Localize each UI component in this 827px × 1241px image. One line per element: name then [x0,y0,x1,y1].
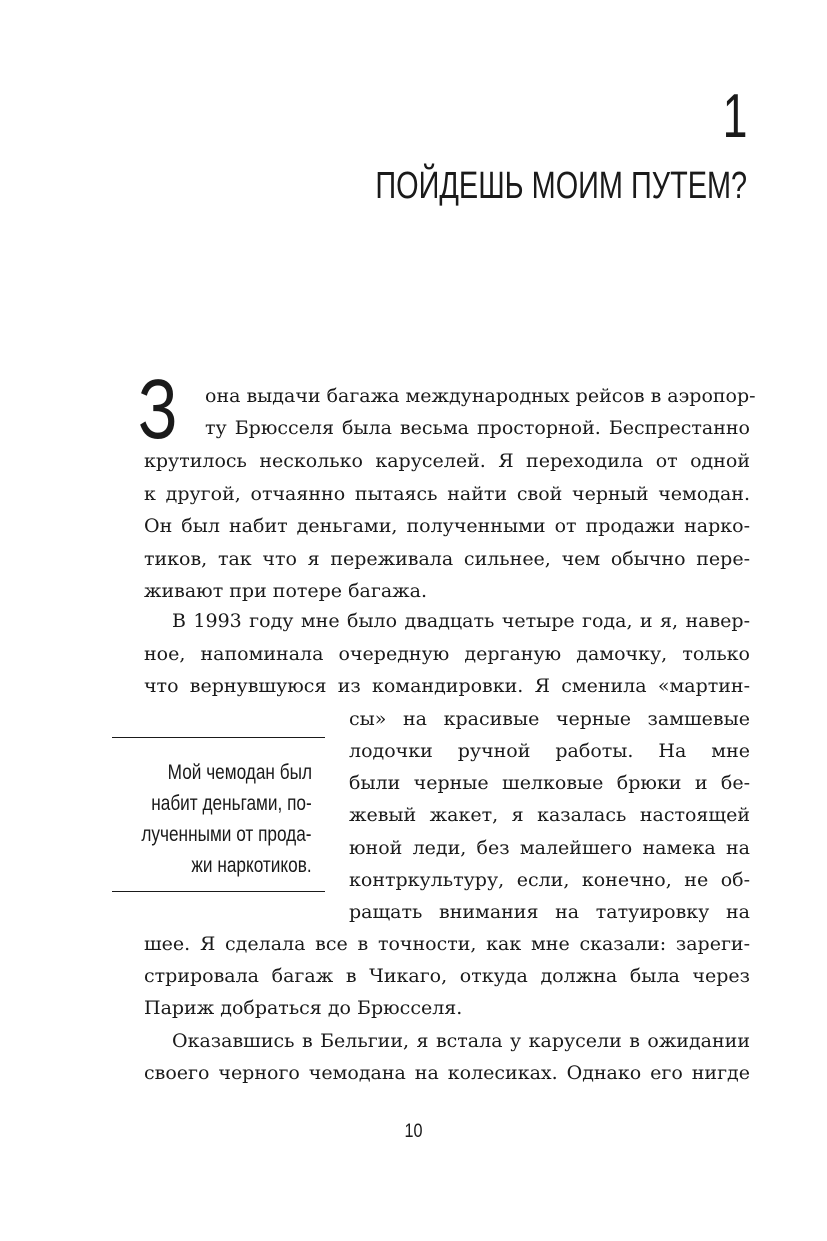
body-line: были черные шелковые брюки и бе- [349,772,750,794]
body-line: ту Брюсселя была весьма просторной. Беспрестанно [205,417,750,439]
body-line: Париж добраться до Брюсселя. [144,997,463,1019]
body-line: Он был набит деньгами, полученными от продажи нарко- [144,515,750,537]
body-line: тиков, так что я переживала сильнее, чем обычно пере- [144,548,750,570]
body-line: что вернувшуюся из командировки. Я сменила «мартин- [144,675,750,697]
body-line: ращать внимания на татуировку на [349,901,750,923]
body-line: стрировала багаж в Чикаго, откуда должна была через [144,965,750,987]
chapter-number: 1 [722,82,747,151]
body-line: шее. Я сделала все в точности, как мне сказали: зареги- [144,933,750,955]
body-line: Оказавшись в Бельгии, я встала у карусели в ожидании [172,1030,750,1052]
pull-quote-line: Мой чемодан был [167,761,312,784]
body-line: живают при потере багажа. [144,580,427,602]
chapter-title: ПОЙДЕШЬ МОИМ ПУТЕМ? [375,165,747,207]
body-line: контркультуру, если, конечно, не об- [349,869,750,891]
body-line: сы» на красивые черные замшевые [349,708,750,730]
body-line: В 1993 году мне было двадцать четыре года, и я, навер- [172,610,750,632]
drop-cap: З [138,362,178,456]
pull-quote [112,737,325,892]
body-line: она выдачи багажа международных рейсов в аэропор- [205,385,756,407]
body-line: жевый жакет, я казалась настоящей [349,804,750,826]
body-line: крутилось несколько каруселей. Я переходила от одной [144,450,750,472]
body-line: лодочки ручной работы. На мне [349,740,750,762]
body-line: юной леди, без малейшего намека на [349,837,750,859]
body-line: ное, напоминала очередную дерганую дамочку, только [144,643,750,665]
body-line: к другой, отчаянно пытаясь найти свой черный чемодан. [144,483,750,505]
pull-quote-line: набит деньгами, по- [151,792,312,815]
body-line: своего черного чемодана на колесиках. Однако его нигде [144,1062,750,1084]
page-number: 10 [404,1121,423,1142]
pull-quote-line: лученными от прода- [141,823,312,846]
pull-quote-line: жи наркотиков. [191,854,312,877]
